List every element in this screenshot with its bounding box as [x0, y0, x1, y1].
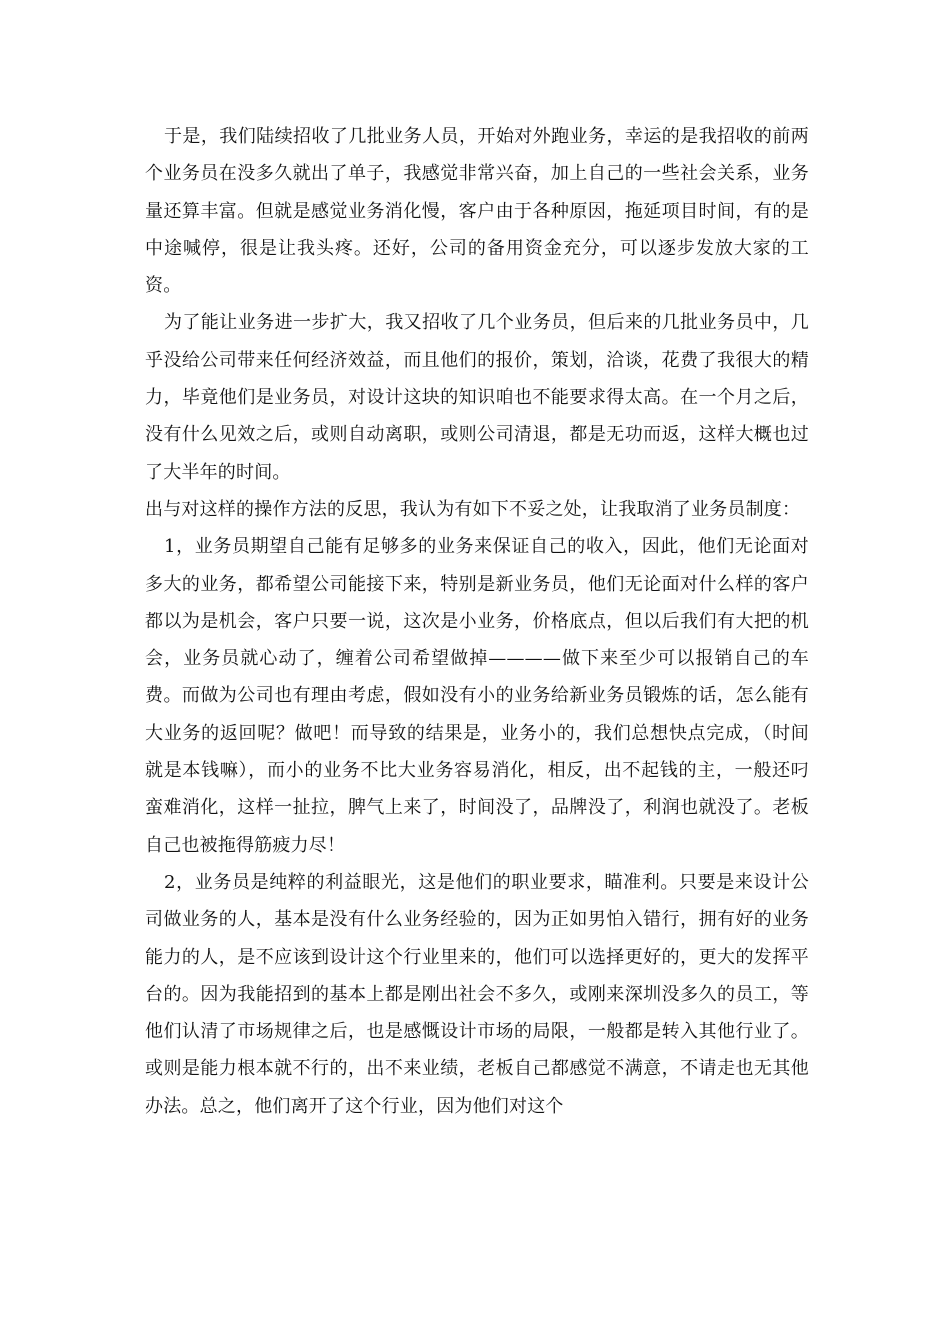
paragraph-2: 为了能让业务进一步扩大，我又招收了几个业务员，但后来的几批业务员中，几乎没给公司带来任何经济效益，而且他们的报价，策划，洽谈，花费了我很大的精力，毕竟他们是业务员，对设计这块的知识咱也不能要求得太高。在一个月之后，没有什么见效之后，或则自动离职，或则公司清退，都是无功而返，这样大概也过了大半年的时间。 [145, 312, 809, 483]
paragraph-5: 2，业务员是纯粹的利益眼光，这是他们的职业要求，瞄准利。只要是来设计公司做业务的人，基本是没有什么业务经验的，因为正如男怕入错行，拥有好的业务能力的人，是不应该到设计这个行业里来的，他们可以选择更好的，更大的发挥平台的。因为我能招到的基本上都是刚出社会不多久，或刚来深圳没多久的员工，等他们认清了市场规律之后，也是感慨设计市场的局限，一般都是转入其他行业了。或则是能力根本就不行的，出不来业绩，老板自己都感觉不满意，不请走也无其他办法。总之，他们离开了这个行业，因为他们对这个 [145, 871, 809, 1117]
document-body [145, 118, 809, 1125]
paragraph-1: 于是，我们陆续招收了几批业务人员，开始对外跑业务，幸运的是我招收的前两个业务员在没多久就出了单子，我感觉非常兴奋，加上自己的一些社会关系，业务量还算丰富。但就是感觉业务消化慢，客户由于各种原因，拖延项目时间，有的是中途喊停，很是让我头疼。还好，公司的备用资金充分，可以逐步发放大家的工资。 [145, 126, 809, 297]
paragraph-3: 出与对这样的操作方法的反思，我认为有如下不妥之处，让我取消了业务员制度： [145, 498, 801, 520]
paragraph-4: 1，业务员期望自己能有足够多的业务来保证自己的收入，因此，他们无论面对多大的业务，都希望公司能接下来，特别是新业务员，他们无论面对什么样的客户都以为是机会，客户只要一说，这次是小业务，价格底点，但以后我们有大把的机会，业务员就心动了，缠着公司希望做掉————做下来至少可以报销自己的车费。而做为公司也有理由考虑，假如没有小的业务给新业务员锻炼的话，怎么能有大业务的返回呢？做吧！而导致的结果是，业务小的，我们总想快点完成，（时间就是本钱嘛），而小的业务不比大业务容易消化，相反，出不起钱的主，一般还叼蛮难消化，这样一扯拉，脾气上来了，时间没了，品牌没了，利润也就没了。老板自己也被拖得筋疲力尽！ [145, 536, 809, 856]
